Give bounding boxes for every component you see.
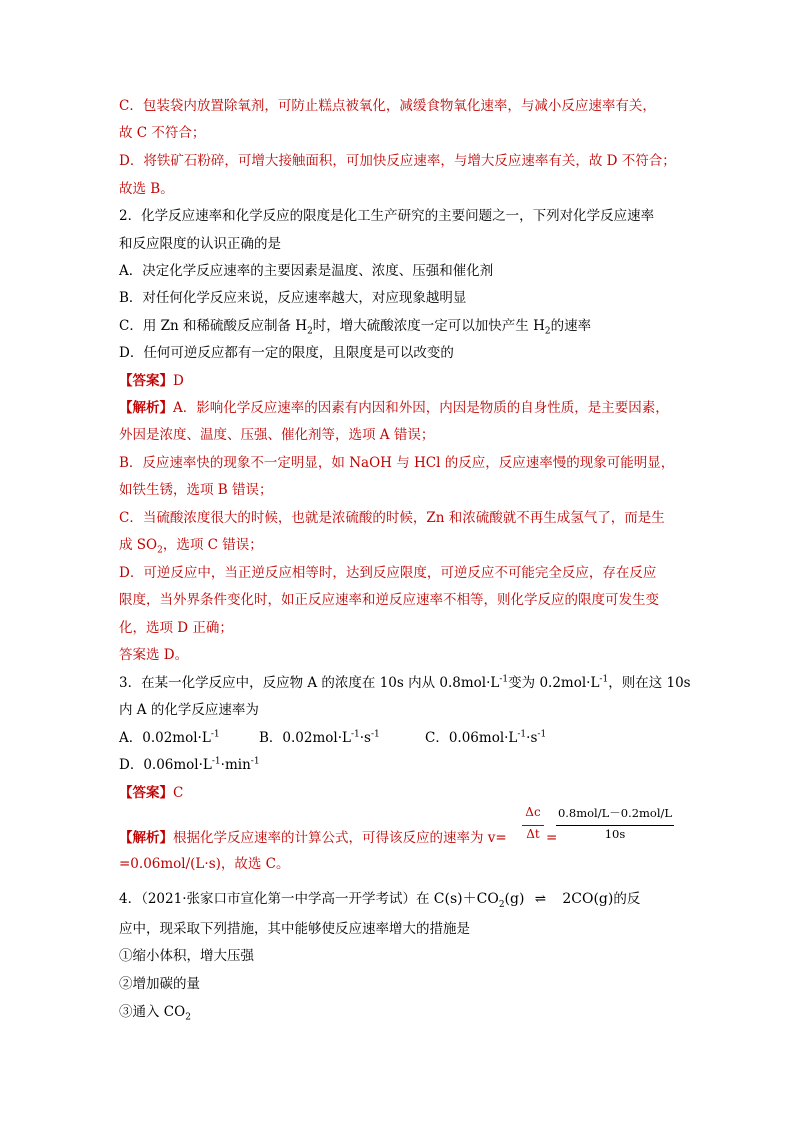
- text-run: ，则在这 10s: [608, 675, 691, 691]
- equilibrium-arrow-icon: ⇌: [534, 891, 547, 907]
- answer-tag: 【答案】: [119, 373, 173, 389]
- text-line: 限度，当外界条件变化时，如正反应速率和逆反应速率不相等，则化学反应的限度可发生变: [119, 592, 659, 608]
- text-line: [119, 536, 263, 554]
- text-line: C．当硫酸浓度很大的时候，也就是浓硫酸的时候，Zn 和浓硫酸就不再生成氢气了，而是生: [119, 510, 665, 526]
- superscript: -1: [537, 729, 547, 740]
- equals-sign: =: [546, 830, 558, 846]
- text-run: 的反: [613, 891, 641, 907]
- fraction-numerator: 0.8mol/L－0.2mol/L: [557, 806, 673, 820]
- text-run: 变为 0.2mol·L: [508, 675, 600, 691]
- text-run: 4．（2021·张家口市宣化第一中学高一开学考试）在: [119, 891, 430, 907]
- text-line: 化，选项 D 正确；: [119, 620, 233, 636]
- fraction-numerator: Δc: [525, 805, 541, 819]
- text-line: 外因是浓度、温度、压强、催化剂等，选项 A 错误；: [119, 427, 435, 443]
- text-run: 3．在某一化学反应中，反应物 A 的浓度在 10s 内从 0.8mol·L: [119, 675, 500, 691]
- answer-tag: 【答案】: [119, 785, 173, 801]
- text-line: D．将铁矿石粉碎，可增大接触面积，可加快反应速率，与增大反应速率有关，故 D 不符合；: [119, 153, 676, 169]
- question-3: [119, 674, 691, 692]
- answer-value: C: [173, 785, 184, 801]
- explanation-tag: 【解析】: [119, 830, 173, 846]
- equation-left: $C(s)+CO_2(g)$: [433, 891, 525, 910]
- question-4-cont: 应中，现采取下列措施，其中能够使反应速率增大的措施是: [119, 921, 470, 937]
- question-2-cont: 和反应限度的认识正确的是: [119, 236, 281, 252]
- superscript: -1: [211, 756, 221, 767]
- answer-value: D: [173, 373, 184, 389]
- measure-3: [119, 1003, 191, 1021]
- superscript: -1: [499, 674, 509, 685]
- text-run: 的速率: [550, 318, 592, 334]
- text-run: ·s: [359, 730, 371, 746]
- text-run: D．0.06mol·L: [119, 757, 212, 773]
- option-c: [425, 729, 546, 747]
- subscript: 2: [544, 326, 551, 337]
- fraction-bar: [556, 825, 674, 826]
- measure-1: ①缩小体积，增大压强: [119, 948, 254, 964]
- superscript: -1: [599, 674, 609, 685]
- superscript: -1: [350, 729, 360, 740]
- text-run: ，选项 C 错误；: [162, 537, 263, 553]
- option-b: B．对任何化学反应来说，反应速率越大，对应现象越明显: [119, 290, 467, 306]
- answer-line: [119, 372, 184, 390]
- text-run: 成 SO: [119, 537, 158, 553]
- text-line: =0.06mol/(L·s)，故选 C。: [119, 856, 290, 872]
- option-d: [119, 756, 260, 774]
- question-4: [119, 890, 640, 908]
- text-run: 时，增大硫酸浓度一定可以加快产生 H: [312, 318, 545, 334]
- answer-line: [119, 784, 183, 802]
- text-line: D．可逆反应中，当正逆反应相等时，达到反应限度，可逆反应不可能完全反应，存在反应: [119, 565, 657, 581]
- text-line: 故选 B。: [119, 181, 174, 197]
- option-b: [259, 729, 380, 747]
- text-line: B．反应速率快的现象不一定明显，如 NaOH 与 HCl 的反应，反应速率慢的现象可能明显，: [119, 455, 675, 471]
- superscript: -1: [250, 756, 260, 767]
- explanation-tag: 【解析】: [119, 400, 173, 416]
- fraction-denominator: Δt: [526, 827, 540, 841]
- fraction-denominator: 10s: [604, 827, 626, 841]
- equation-right: 2CO(g): [562, 891, 614, 907]
- text-line: 故 C 不符合；: [119, 125, 206, 141]
- option-a: [119, 729, 220, 747]
- text-run: B．0.02mol·L: [259, 730, 351, 746]
- option-c: [119, 317, 591, 335]
- text-run: ③通入 CO: [119, 1004, 186, 1020]
- question-2: 2．化学反应速率和化学反应的限度是化工生产研究的主要问题之一，下列对化学反应速率: [119, 208, 655, 224]
- explanation-line: [119, 829, 507, 847]
- subscript: 2: [307, 326, 313, 337]
- option-d: D．任何可逆反应都有一定的限度，且限度是可以改变的: [119, 345, 454, 361]
- text-run: C．用 Zn 和稀硫酸反应制备 H: [119, 318, 308, 334]
- text-run: C．0.06mol·L: [425, 730, 518, 746]
- option-a: A．决定化学反应速率的主要因素是温度、浓度、压强和催化剂: [119, 263, 494, 279]
- text-line: 如铁生锈，选项 B 错误；: [119, 482, 273, 498]
- fraction-bar: [522, 825, 544, 826]
- text-run: ·s: [526, 730, 538, 746]
- text-line: 答案选 D。: [119, 647, 189, 663]
- question-3-cont: 内 A 的化学反应速率为: [119, 702, 259, 718]
- text-run: 根据化学反应速率的计算公式，可得该反应的速率为 v=: [173, 830, 507, 846]
- subscript: 2: [185, 1012, 191, 1023]
- superscript: -1: [210, 729, 220, 740]
- measure-2: ②增加碳的量: [119, 976, 200, 992]
- explanation-line: [119, 399, 669, 417]
- text-run: A．0.02mol·L: [119, 730, 211, 746]
- subscript: 2: [157, 545, 163, 556]
- text-run: A．影响化学反应速率的因素有内因和外因，内因是物质的自身性质，是主要因素，: [173, 400, 669, 416]
- superscript: -1: [517, 729, 527, 740]
- text-run: ·min: [220, 757, 251, 773]
- superscript: -1: [371, 729, 380, 740]
- text-line: C．包装袋内放置除氧剂，可防止糕点被氧化，减缓食物氧化速率，与减小反应速率有关，: [119, 98, 656, 114]
